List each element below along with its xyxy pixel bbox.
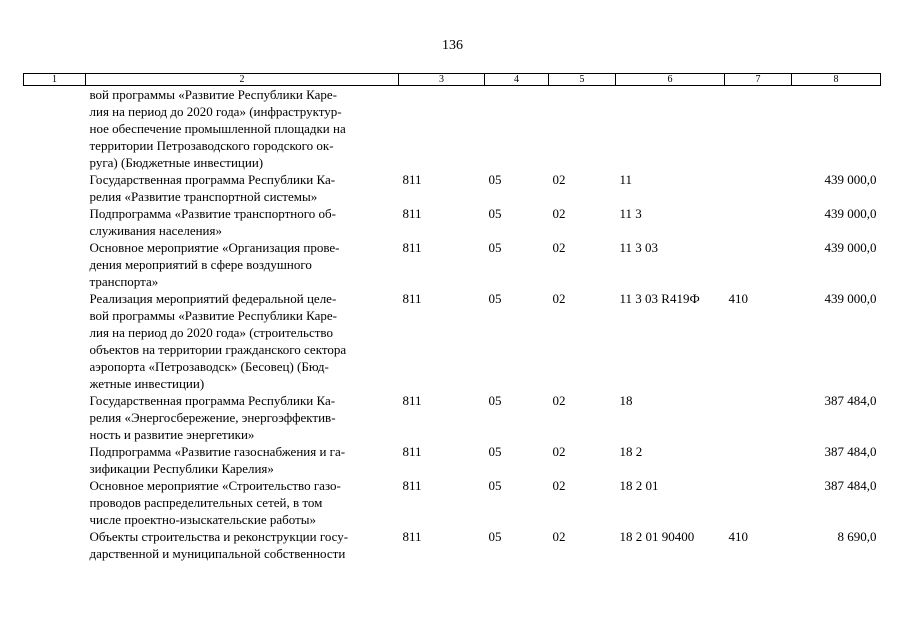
cell-c5: 02 <box>552 529 566 544</box>
cell-c5: 02 <box>552 206 566 221</box>
cell-c6: 11 <box>619 172 633 187</box>
cell-name <box>86 86 399 172</box>
name-line: руга) (Бюджетные инвестиции) <box>89 155 264 170</box>
table-row <box>24 477 881 528</box>
cell-c8: 387 484,0 <box>824 478 877 493</box>
cell-col1 <box>24 392 86 443</box>
table-row <box>24 205 881 239</box>
cell-name <box>86 290 399 392</box>
cell-c6: 11 3 03 <box>619 240 659 255</box>
cell-col1 <box>24 205 86 239</box>
cell-c8: 439 000,0 <box>824 291 877 306</box>
cell-col1 <box>24 290 86 392</box>
cell-c3: 811 <box>402 291 422 306</box>
name-line: релия «Энергосбережение, энергоэффектив- <box>89 410 336 425</box>
name-line: ность и развитие энергетики» <box>89 427 255 442</box>
cell-col1 <box>24 443 86 477</box>
cell-c6: 18 2 01 90400 <box>619 529 695 544</box>
cell-c7: 410 <box>728 529 748 544</box>
table-row <box>24 392 881 443</box>
cell-c3: 811 <box>402 240 422 255</box>
cell-c3: 811 <box>402 478 422 493</box>
name-line: Основное мероприятие «Строительство газо- <box>89 478 341 493</box>
name-line: числе проектно-изыскательские работы» <box>89 512 316 527</box>
cell-name <box>86 171 399 205</box>
cell-c7 <box>725 171 792 205</box>
cell-c6 <box>616 86 725 172</box>
page-number: 136 <box>442 38 463 53</box>
cell-c8: 387 484,0 <box>824 444 877 459</box>
name-line: служивания населения» <box>89 223 222 238</box>
name-line: проводов распределительных сетей, в том <box>89 495 323 510</box>
cell-c6: 11 3 03 R419Ф <box>619 291 700 306</box>
cell-c3: 811 <box>402 206 422 221</box>
col-header-8: 8 <box>792 74 881 86</box>
col-header-3: 3 <box>399 74 485 86</box>
cell-c4: 05 <box>488 206 502 221</box>
name-line: аэропорта «Петрозаводск» (Бесовец) (Бюд- <box>89 359 329 374</box>
name-line: транспорта» <box>89 274 159 289</box>
name-line: лия на период до 2020 года» (строительство <box>89 325 333 340</box>
cell-c5: 02 <box>552 478 566 493</box>
name-line: дарственной и муниципальной собственности <box>89 546 346 561</box>
cell-col1 <box>24 239 86 290</box>
cell-c3 <box>399 86 485 172</box>
table-row <box>24 171 881 205</box>
name-line: вой программы «Развитие Республики Каре- <box>89 308 337 323</box>
table-row <box>24 528 881 562</box>
cell-c3: 811 <box>402 172 422 187</box>
name-line: вой программы «Развитие Республики Каре- <box>89 87 337 102</box>
cell-c4: 05 <box>488 291 502 306</box>
cell-c4 <box>485 86 549 172</box>
cell-c5: 02 <box>552 172 566 187</box>
name-line: Объекты строительства и реконструкции госу- <box>89 529 349 544</box>
cell-c4: 05 <box>488 529 502 544</box>
col-header-5: 5 <box>549 74 616 86</box>
cell-c4: 05 <box>488 444 502 459</box>
cell-c5 <box>549 86 616 172</box>
table-row <box>24 290 881 392</box>
cell-c4: 05 <box>488 240 502 255</box>
cell-name <box>86 239 399 290</box>
cell-c6: 18 2 <box>619 444 643 459</box>
cell-c7 <box>725 239 792 290</box>
cell-c8: 439 000,0 <box>824 206 877 221</box>
cell-name <box>86 477 399 528</box>
cell-c7 <box>725 477 792 528</box>
name-line: релия «Развитие транспортной системы» <box>89 189 318 204</box>
cell-c7 <box>725 205 792 239</box>
cell-c3: 811 <box>402 444 422 459</box>
cell-col1 <box>24 171 86 205</box>
cell-col1 <box>24 528 86 562</box>
col-header-7: 7 <box>725 74 792 86</box>
cell-c8: 439 000,0 <box>824 172 877 187</box>
cell-name <box>86 528 399 562</box>
cell-c3: 811 <box>402 529 422 544</box>
name-line: Подпрограмма «Развитие транспортного об- <box>89 206 336 221</box>
name-line: Реализация мероприятий федеральной целе- <box>89 291 337 306</box>
cell-col1 <box>24 477 86 528</box>
name-line: Государственная программа Республики Ка- <box>89 393 336 408</box>
cell-c3: 811 <box>402 393 422 408</box>
name-line: дения мероприятий в сфере воздушного <box>89 257 312 272</box>
cell-c8: 439 000,0 <box>824 240 877 255</box>
cell-c4: 05 <box>488 393 502 408</box>
col-header-4: 4 <box>485 74 549 86</box>
cell-c8 <box>792 86 881 172</box>
cell-c8: 8 690,0 <box>837 529 877 544</box>
cell-c5: 02 <box>552 291 566 306</box>
cell-c7 <box>725 443 792 477</box>
name-line: ное обеспечение промышленной площадки на <box>89 121 346 136</box>
table-body <box>24 86 881 563</box>
cell-c8: 387 484,0 <box>824 393 877 408</box>
name-line: зификации Республики Карелия» <box>89 461 274 476</box>
cell-c6: 18 <box>619 393 633 408</box>
name-line: Подпрограмма «Развитие газоснабжения и га- <box>89 444 346 459</box>
cell-c6: 11 3 <box>619 206 642 221</box>
table-row <box>24 86 881 172</box>
name-line: жетные инвестиции) <box>89 376 205 391</box>
cell-c4: 05 <box>488 172 502 187</box>
col-header-1: 1 <box>24 74 86 86</box>
cell-c5: 02 <box>552 444 566 459</box>
header-row <box>24 74 881 86</box>
col-header-2: 2 <box>86 74 399 86</box>
cell-c7 <box>725 86 792 172</box>
col-header-6: 6 <box>616 74 725 86</box>
cell-name <box>86 205 399 239</box>
cell-c5: 02 <box>552 393 566 408</box>
cell-col1 <box>24 86 86 172</box>
cell-name <box>86 443 399 477</box>
name-line: объектов на территории гражданского сектора <box>89 342 347 357</box>
cell-c7 <box>725 392 792 443</box>
name-line: Основное мероприятие «Организация прове- <box>89 240 340 255</box>
name-line: Государственная программа Республики Ка- <box>89 172 336 187</box>
cell-name <box>86 392 399 443</box>
budget-table <box>23 73 881 562</box>
name-line: лия на период до 2020 года» (инфраструктур- <box>89 104 342 119</box>
cell-c5: 02 <box>552 240 566 255</box>
cell-c7: 410 <box>728 291 748 306</box>
name-line: территории Петрозаводского городского ок- <box>89 138 334 153</box>
cell-c6: 18 2 01 <box>619 478 659 493</box>
table-row <box>24 443 881 477</box>
cell-c4: 05 <box>488 478 502 493</box>
table-row <box>24 239 881 290</box>
